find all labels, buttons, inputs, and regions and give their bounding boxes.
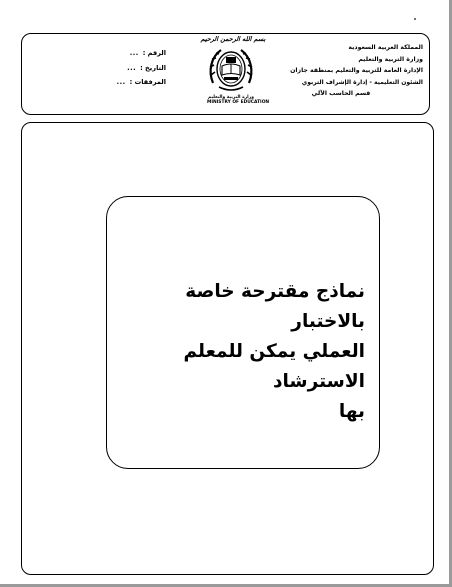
field-attachments bbox=[100, 75, 166, 90]
field-label: المرفقات : bbox=[129, 78, 166, 86]
title-panel bbox=[106, 196, 380, 469]
reference-fields bbox=[100, 46, 166, 90]
page-speck bbox=[414, 18, 416, 20]
content-frame bbox=[21, 122, 434, 575]
title-line-3: بها bbox=[338, 401, 365, 422]
emblem-caption-ar: وزارة التربية والتعليم bbox=[208, 95, 254, 100]
issuer-block bbox=[273, 42, 423, 100]
letterhead bbox=[21, 33, 430, 115]
issuer-line-directorate: الإدارة العامة للتربية والتعليم بمنطقة جازان bbox=[290, 67, 423, 74]
issuer-line-country: المملكة العربية السعودية bbox=[348, 44, 423, 51]
title-line-2: العملي يمكن للمعلم الاسترشاد bbox=[183, 341, 365, 392]
field-number bbox=[100, 46, 166, 61]
field-value: ... bbox=[127, 63, 137, 72]
field-value: ... bbox=[129, 49, 139, 57]
basmala: بسم الله الرحمن الرحيم bbox=[200, 35, 266, 43]
emblem-caption-en: MINISTRY OF EDUCATION bbox=[207, 100, 270, 105]
ministry-emblem-icon bbox=[207, 45, 255, 95]
title-line-1: نماذج مقترحة خاصة بالاختبار bbox=[185, 281, 365, 332]
emblem-caption bbox=[207, 95, 270, 105]
field-date bbox=[100, 61, 166, 76]
issuer-line-department: الشئون التعليمية - إدارة الإشراف التربوي bbox=[301, 78, 423, 86]
field-label: التاريخ : bbox=[140, 63, 166, 72]
issuer-line-ministry: وزارة التربية والتعليم bbox=[358, 55, 423, 63]
field-value: ... bbox=[116, 78, 126, 86]
issuer-line-section: قسم الحاسب الآلي bbox=[311, 90, 371, 97]
document-title bbox=[113, 277, 365, 427]
field-label: الرقم : bbox=[142, 49, 166, 57]
